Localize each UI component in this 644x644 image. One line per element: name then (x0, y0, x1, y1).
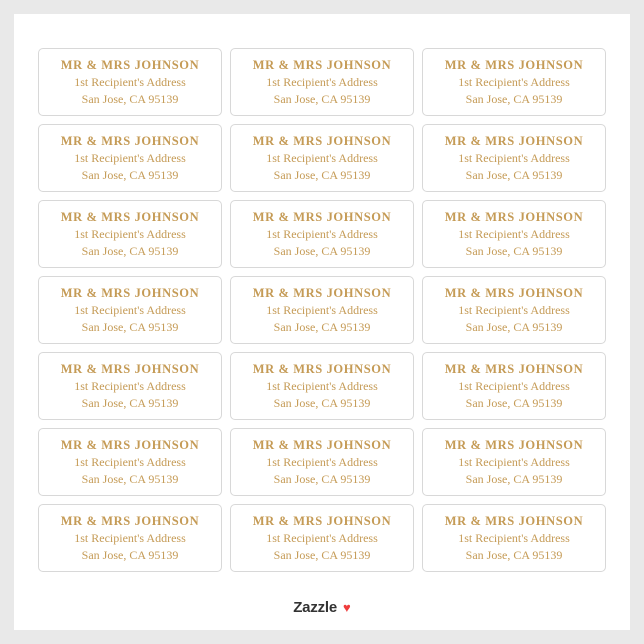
label-name: MR & MRS JOHNSON (252, 57, 392, 72)
zazzle-wordmark: Zazzle (293, 599, 338, 616)
label-address: 1st Recipient's Address (458, 378, 570, 393)
label-city-state-zip: San Jose, CA 95139 (81, 244, 179, 259)
label-cell[interactable] (226, 272, 418, 348)
label-cell[interactable] (418, 120, 610, 196)
address-label[interactable] (230, 48, 414, 116)
label-address: 1st Recipient's Address (74, 226, 186, 241)
label-name: MR & MRS JOHNSON (444, 285, 584, 300)
label-city-state-zip: San Jose, CA 95139 (81, 396, 179, 411)
label-cell[interactable] (226, 500, 418, 576)
label-cell[interactable] (418, 272, 610, 348)
label-city-state-zip: San Jose, CA 95139 (465, 320, 563, 335)
brand-footer (14, 599, 630, 616)
label-cell[interactable] (34, 500, 226, 576)
address-label[interactable] (38, 276, 222, 344)
address-label[interactable] (38, 352, 222, 420)
label-address: 1st Recipient's Address (266, 74, 378, 89)
label-city-state-zip: San Jose, CA 95139 (465, 92, 563, 107)
label-name: MR & MRS JOHNSON (252, 437, 392, 452)
address-label[interactable] (422, 200, 606, 268)
address-label[interactable] (422, 124, 606, 192)
label-name: MR & MRS JOHNSON (444, 133, 584, 148)
label-grid (34, 44, 610, 576)
address-label[interactable] (422, 276, 606, 344)
label-cell[interactable] (34, 424, 226, 500)
address-label[interactable] (230, 200, 414, 268)
address-label[interactable] (422, 504, 606, 572)
address-label[interactable] (38, 200, 222, 268)
address-label[interactable] (230, 352, 414, 420)
label-city-state-zip: San Jose, CA 95139 (273, 244, 371, 259)
label-name: MR & MRS JOHNSON (444, 361, 584, 376)
heart-icon: ♥ (343, 600, 351, 615)
label-name: MR & MRS JOHNSON (252, 361, 392, 376)
label-city-state-zip: San Jose, CA 95139 (465, 244, 563, 259)
label-city-state-zip: San Jose, CA 95139 (81, 320, 179, 335)
label-name: MR & MRS JOHNSON (60, 57, 200, 72)
label-cell[interactable] (418, 44, 610, 120)
label-address: 1st Recipient's Address (458, 454, 570, 469)
label-address: 1st Recipient's Address (458, 530, 570, 545)
label-name: MR & MRS JOHNSON (252, 133, 392, 148)
label-cell[interactable] (418, 500, 610, 576)
label-address: 1st Recipient's Address (458, 150, 570, 165)
label-address: 1st Recipient's Address (458, 302, 570, 317)
label-cell[interactable] (34, 348, 226, 424)
label-address: 1st Recipient's Address (266, 454, 378, 469)
address-label[interactable] (38, 124, 222, 192)
label-city-state-zip: San Jose, CA 95139 (81, 472, 179, 487)
label-address: 1st Recipient's Address (266, 378, 378, 393)
label-city-state-zip: San Jose, CA 95139 (273, 92, 371, 107)
label-city-state-zip: San Jose, CA 95139 (465, 548, 563, 563)
label-address: 1st Recipient's Address (458, 226, 570, 241)
address-label[interactable] (38, 428, 222, 496)
label-name: MR & MRS JOHNSON (444, 513, 584, 528)
address-label[interactable] (38, 48, 222, 116)
address-label[interactable] (38, 504, 222, 572)
label-name: MR & MRS JOHNSON (60, 133, 200, 148)
label-cell[interactable] (226, 348, 418, 424)
label-address: 1st Recipient's Address (266, 302, 378, 317)
label-name: MR & MRS JOHNSON (60, 361, 200, 376)
label-city-state-zip: San Jose, CA 95139 (81, 168, 179, 183)
label-address: 1st Recipient's Address (266, 150, 378, 165)
label-name: MR & MRS JOHNSON (60, 437, 200, 452)
address-label[interactable] (422, 48, 606, 116)
address-label[interactable] (230, 124, 414, 192)
label-city-state-zip: San Jose, CA 95139 (273, 320, 371, 335)
label-cell[interactable] (418, 424, 610, 500)
label-name: MR & MRS JOHNSON (252, 513, 392, 528)
label-name: MR & MRS JOHNSON (60, 513, 200, 528)
label-city-state-zip: San Jose, CA 95139 (273, 168, 371, 183)
label-address: 1st Recipient's Address (458, 74, 570, 89)
label-cell[interactable] (418, 196, 610, 272)
address-label[interactable] (230, 504, 414, 572)
label-city-state-zip: San Jose, CA 95139 (465, 168, 563, 183)
label-cell[interactable] (226, 120, 418, 196)
label-name: MR & MRS JOHNSON (444, 57, 584, 72)
label-sheet (14, 14, 630, 630)
label-address: 1st Recipient's Address (74, 378, 186, 393)
label-cell[interactable] (34, 44, 226, 120)
label-address: 1st Recipient's Address (74, 74, 186, 89)
label-city-state-zip: San Jose, CA 95139 (273, 548, 371, 563)
label-cell[interactable] (226, 44, 418, 120)
label-name: MR & MRS JOHNSON (444, 209, 584, 224)
label-cell[interactable] (226, 196, 418, 272)
address-label[interactable] (422, 428, 606, 496)
label-name: MR & MRS JOHNSON (60, 209, 200, 224)
label-cell[interactable] (34, 196, 226, 272)
label-address: 1st Recipient's Address (74, 530, 186, 545)
address-label[interactable] (422, 352, 606, 420)
label-name: MR & MRS JOHNSON (252, 209, 392, 224)
label-name: MR & MRS JOHNSON (444, 437, 584, 452)
address-label[interactable] (230, 428, 414, 496)
label-name: MR & MRS JOHNSON (60, 285, 200, 300)
label-city-state-zip: San Jose, CA 95139 (81, 548, 179, 563)
label-address: 1st Recipient's Address (74, 302, 186, 317)
label-name: MR & MRS JOHNSON (252, 285, 392, 300)
label-cell[interactable] (34, 120, 226, 196)
label-address: 1st Recipient's Address (74, 454, 186, 469)
label-city-state-zip: San Jose, CA 95139 (273, 396, 371, 411)
label-cell[interactable] (226, 424, 418, 500)
label-city-state-zip: San Jose, CA 95139 (465, 472, 563, 487)
label-city-state-zip: San Jose, CA 95139 (273, 472, 371, 487)
label-address: 1st Recipient's Address (74, 150, 186, 165)
label-cell[interactable] (418, 348, 610, 424)
address-label[interactable] (230, 276, 414, 344)
label-address: 1st Recipient's Address (266, 530, 378, 545)
label-cell[interactable] (34, 272, 226, 348)
label-city-state-zip: San Jose, CA 95139 (465, 396, 563, 411)
label-city-state-zip: San Jose, CA 95139 (81, 92, 179, 107)
label-address: 1st Recipient's Address (266, 226, 378, 241)
